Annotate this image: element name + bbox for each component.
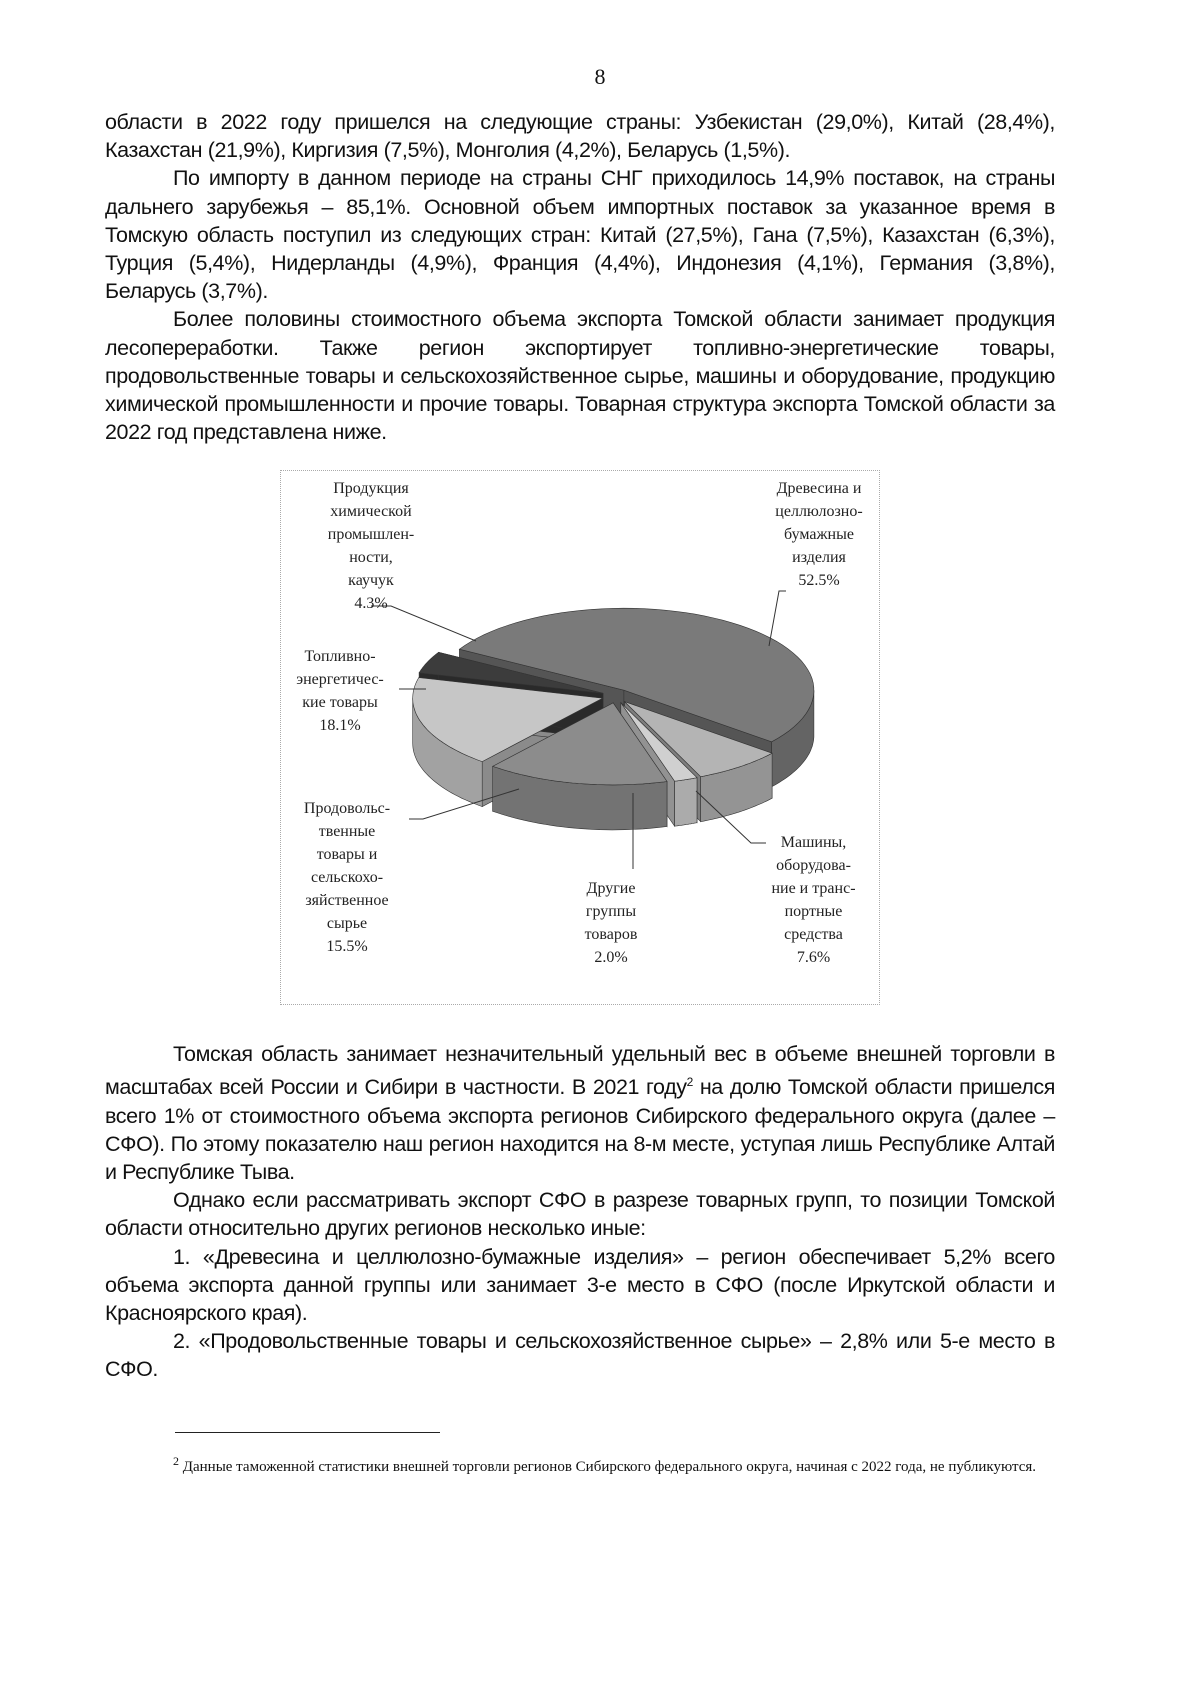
paragraph: Однако если рассматривать экспорт СФО в разрезе товарных групп, то позиции Томской области относительно других регионов несколько иные: <box>105 1188 1055 1241</box>
label-line: оборудова- <box>776 857 851 874</box>
footnote-ref: 2 <box>686 1075 693 1090</box>
paragraph: области в 2022 году пришелся на следующие страны: Узбекистан (29,0%), Китай (28,4%), Казахстан (21,9%), Киргизия (7,5%), Монголия (4,2%), Беларусь (1,5%). <box>105 110 1055 163</box>
label-line: группы <box>585 903 637 920</box>
label-chemicals: Продукция химической промышлен- ности, каучук 4.3% <box>301 477 441 615</box>
footnote-divider <box>175 1432 440 1433</box>
label-line: целлюлозно- <box>775 503 863 520</box>
paragraph: Более половины стоимостного объема экспорта Томской области занимает продукция лесопереработки. Также регион экспортирует топливно-энергетические товары, продовольственные товары и сельскохозяйственное сырье, машины и оборудование, продукцию химической промышленности и прочие товары. Товарная структура экспорта Томской области за 2022 год представлена ниже. <box>105 307 1055 445</box>
label-line: Топливно- <box>304 648 376 665</box>
label-line: изделия <box>792 549 846 566</box>
label-machines: Машины, оборудова- ние и транс- портные средства 7.6% <box>751 831 876 969</box>
paragraph: По импорту в данном периоде на страны СНГ приходилось 14,9% поставок, на страны дальнего зарубежья – 85,1%. Основной объем импортных поставок за указанное время в Томскую область поступил из следующих стран: Китай (27,5%), Гана (7,5%), Казахстан (6,3%), Турция (5,4%), Нидерланды (4,9%), Франция (4,4%), Индонезия (4,1%), Германия (3,8%), Беларусь (3,7%). <box>105 166 1055 304</box>
label-line: товары и <box>316 846 378 863</box>
label-line: Машины, <box>780 834 847 851</box>
label-line: твенные <box>318 823 376 840</box>
slice-side <box>675 778 697 827</box>
label-line: Другие <box>586 880 636 897</box>
label-line: ние и транс- <box>771 880 856 897</box>
label-fuel: Топливно- энергетичес- кие товары 18.1% <box>281 645 399 737</box>
label-line: кие товары <box>302 694 378 711</box>
paragraph: Томская область занимает незначительный удельный вес в объеме внешней торговли в масштабах всей России и Сибири в частности. В 2021 году$^2$ на долю Томской области пришелся всего 1% от стоимостного объема экспорта регионов Сибирского федерального округа (далее – СФО). По этому показателю наш регион находится на 8-м месте, уступая лишь Республике Алтай и Республике Тыва. <box>105 1042 1056 1184</box>
label-line: товаров <box>584 926 638 943</box>
label-food: Продовольс- твенные товары и сельскохо- зяйственное сырье 15.5% <box>287 797 407 958</box>
label-line: сельскохо- <box>310 869 384 886</box>
label-line: промышлен- <box>327 526 415 543</box>
list-item: 1. «Древесина и целлюлозно-бумажные изделия» – регион обеспечивает 5,2% всего объема экспорта данной группы или занимает 3-е место в СФО (после Иркутской области и Красноярского края). <box>105 1244 1055 1325</box>
label-line: Древесина и <box>776 480 862 497</box>
label-line: Продукция <box>333 480 409 497</box>
label-line: бумажные <box>784 526 854 543</box>
label-line: зяйственное <box>305 892 389 909</box>
label-line: энергетичес- <box>296 671 384 688</box>
footnote: $^2$ Данные таможенной статистики внешней торговли регионов Сибирского федерального округа, начиная с 2022 года, не публикуются. <box>173 1454 1037 1475</box>
body-text-bottom <box>105 1040 1055 1384</box>
label-line: портные <box>784 903 843 920</box>
body-text-top <box>105 108 1055 446</box>
label-line: химической <box>330 503 412 520</box>
label-line: сырье <box>326 915 368 932</box>
label-line: средства <box>784 926 843 943</box>
export-structure-pie-chart <box>280 470 880 1005</box>
list-item: 2. «Продовольственные товары и сельскохозяйственное сырье» – 2,8% или 5-е место в СФО. <box>105 1329 1055 1382</box>
label-line: ности, <box>349 549 393 566</box>
label-line: каучук <box>348 572 394 589</box>
leader-line <box>769 591 786 646</box>
label-line: Продовольс- <box>303 800 391 817</box>
page-number: 8 <box>594 64 606 89</box>
label-wood: Древесина и целлюлозно- бумажные изделия 52.5% <box>759 477 879 592</box>
label-other: Другие группы товаров 2.0% <box>561 877 661 969</box>
